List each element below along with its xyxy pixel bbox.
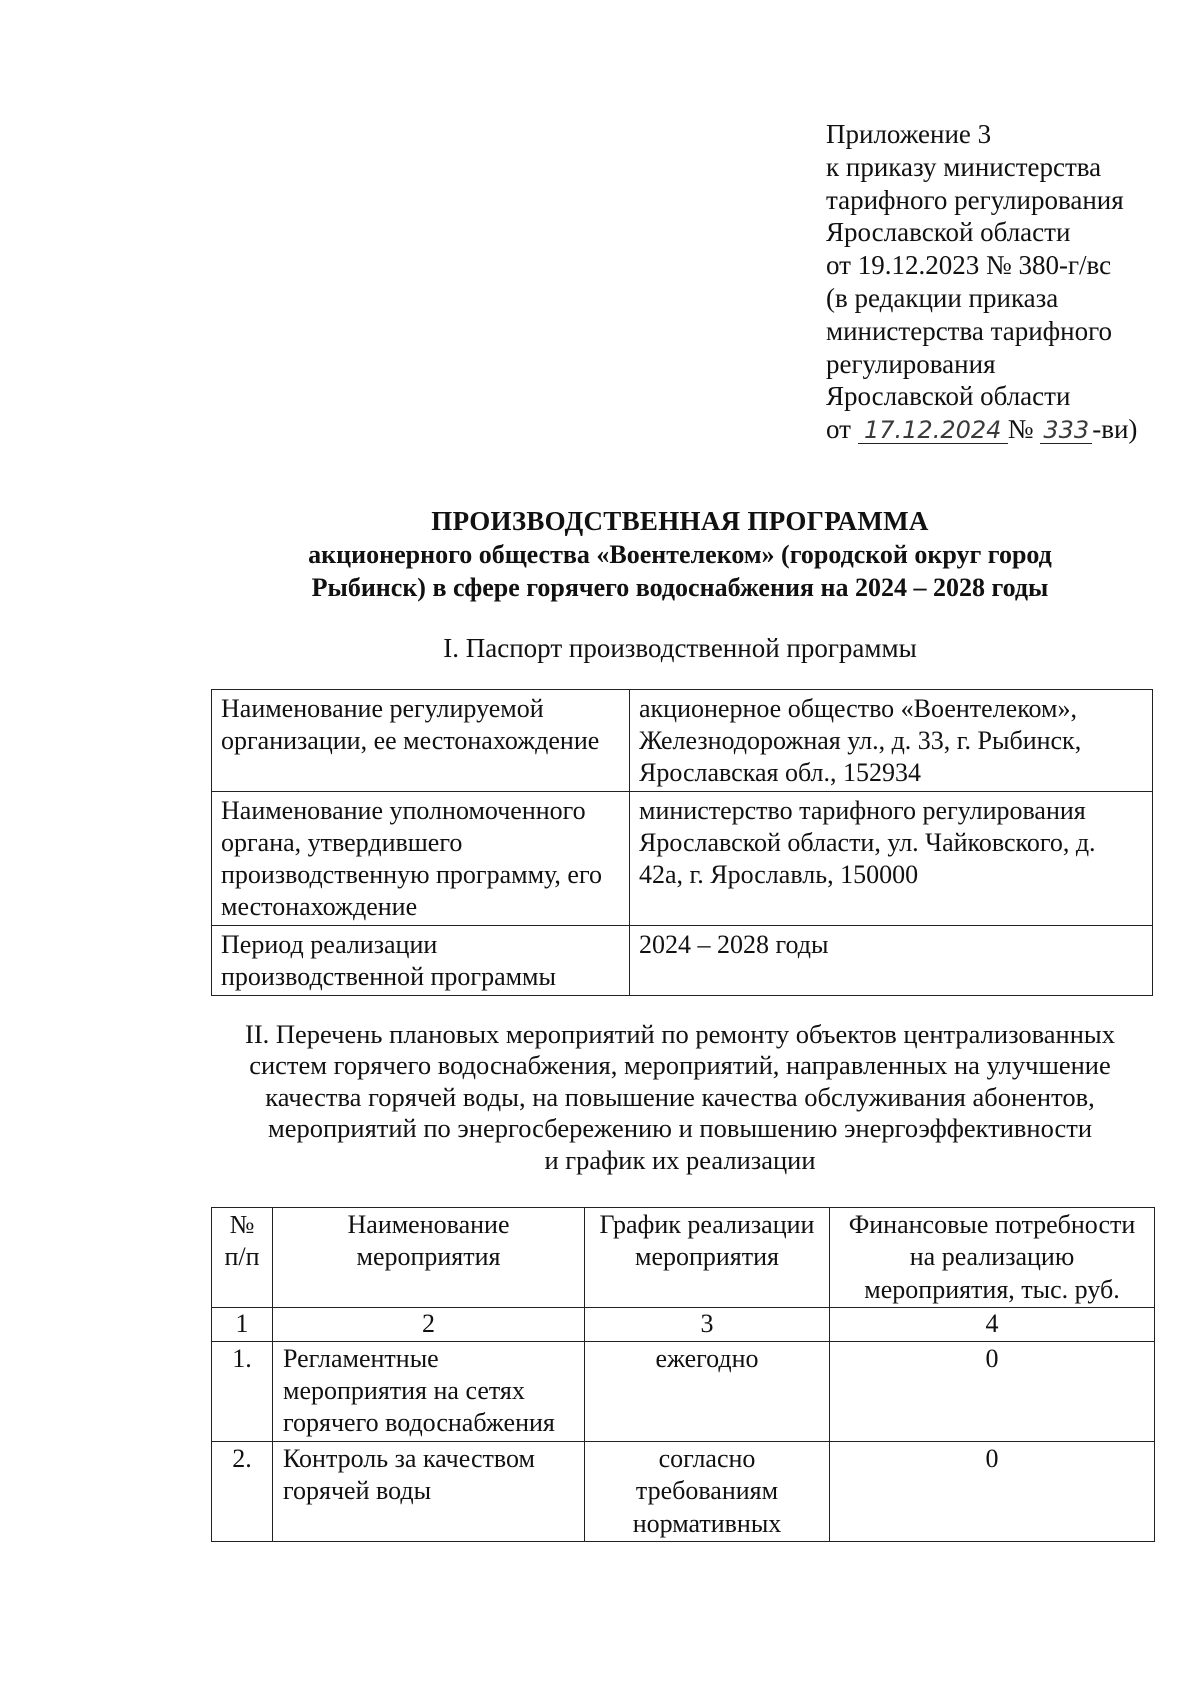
- table-row: [212, 1441, 1155, 1541]
- passport-label: Наименование уполномоченного органа, утвердившего производственную программу, его местонахождение: [212, 792, 630, 926]
- event-cost: 0: [830, 1441, 1155, 1541]
- column-header: Наименование мероприятия: [273, 1208, 585, 1308]
- column-index: 4: [830, 1308, 1155, 1341]
- section-2-line: качества горячей воды, на повышение качества обслуживания абонентов,: [265, 1081, 1095, 1112]
- appendix-line: к приказу министерства: [826, 151, 1102, 182]
- row-number: 2.: [212, 1441, 273, 1541]
- table-row: [212, 926, 1153, 996]
- appendix-line: тарифного регулирования: [826, 184, 1124, 215]
- appendix-line: Приложение 3: [826, 119, 992, 149]
- event-cost: 0: [830, 1341, 1155, 1441]
- passport-value: акционерное общество «Воентелеком», Железнодорожная ул., д. 33, г. Рыбинск, Ярославская обл., 152934: [630, 690, 1153, 792]
- section-2-line: II. Перечень плановых мероприятий по ремонту объектов централизованных: [245, 1019, 1115, 1049]
- passport-table: [211, 689, 1153, 996]
- appendix-line: Ярославской области: [826, 381, 1071, 412]
- table-row: [212, 1341, 1155, 1441]
- appendix-amendment-line: [826, 413, 1166, 446]
- number-sign: №: [1007, 414, 1034, 445]
- row-number: 1.: [212, 1341, 273, 1441]
- column-header: Финансовые потребности на реализацию мероприятия, тыс. руб.: [830, 1208, 1155, 1308]
- event-name: Регламентные мероприятия на сетях горячего водоснабжения: [273, 1341, 585, 1441]
- title-main: ПРОИЗВОДСТВЕННАЯ ПРОГРАММА: [431, 506, 929, 536]
- section-2-heading: [200, 1019, 1160, 1176]
- section-2-line: мероприятий по энергосбережению и повышению энергоэффективности: [267, 1113, 1093, 1144]
- events-table: [211, 1207, 1155, 1542]
- table-row: [212, 690, 1153, 792]
- amendment-suffix: -ви): [1092, 414, 1138, 445]
- column-index-row: [212, 1308, 1155, 1341]
- appendix-line: регулирования: [826, 348, 996, 379]
- passport-label: Период реализации производственной программы: [212, 926, 630, 996]
- event-schedule: ежегодно: [585, 1341, 830, 1441]
- section-1-heading: I. Паспорт производственной программы: [443, 633, 917, 663]
- event-name: Контроль за качеством горячей воды: [273, 1441, 585, 1541]
- handwritten-date: 17.12.2024: [858, 417, 1008, 444]
- column-index: 2: [273, 1308, 585, 1341]
- section-2-line: и график их реализации: [544, 1144, 816, 1175]
- appendix-line: министерства тарифного: [826, 315, 1113, 346]
- title-line: Рыбинск) в сфере горячего водоснабжения на 2024 – 2028 годы: [311, 573, 1049, 602]
- section-2-line: систем горячего водоснабжения, мероприятий, направленных на улучшение: [249, 1050, 1111, 1081]
- document-title: [230, 505, 1130, 604]
- column-index: 3: [585, 1308, 830, 1341]
- handwritten-number: 333: [1040, 417, 1092, 444]
- table-row: [212, 792, 1153, 926]
- appendix-header: [826, 118, 1166, 446]
- column-index: 1: [212, 1308, 273, 1341]
- title-line: акционерного общества «Воентелеком» (городской округ город: [308, 540, 1052, 569]
- table-header-row: [212, 1208, 1155, 1308]
- appendix-line: (в редакции приказа: [826, 282, 1059, 313]
- event-schedule-text: согласно требованиям нормативных: [632, 1443, 782, 1538]
- column-header: График реализации мероприятия: [585, 1208, 830, 1308]
- appendix-line: от 19.12.2023 № 380-г/вс: [826, 250, 1112, 281]
- event-schedule: [585, 1441, 830, 1541]
- amendment-prefix: от: [826, 414, 851, 445]
- appendix-line: Ярославской области: [826, 217, 1071, 248]
- passport-value: 2024 – 2028 годы: [630, 926, 1153, 996]
- column-header: № п/п: [212, 1208, 273, 1308]
- passport-value: министерство тарифного регулирования Ярославской области, ул. Чайковского, д. 42а, г. Ярославль, 150000: [630, 792, 1153, 926]
- passport-label: Наименование регулируемой организации, ее местонахождение: [212, 690, 630, 792]
